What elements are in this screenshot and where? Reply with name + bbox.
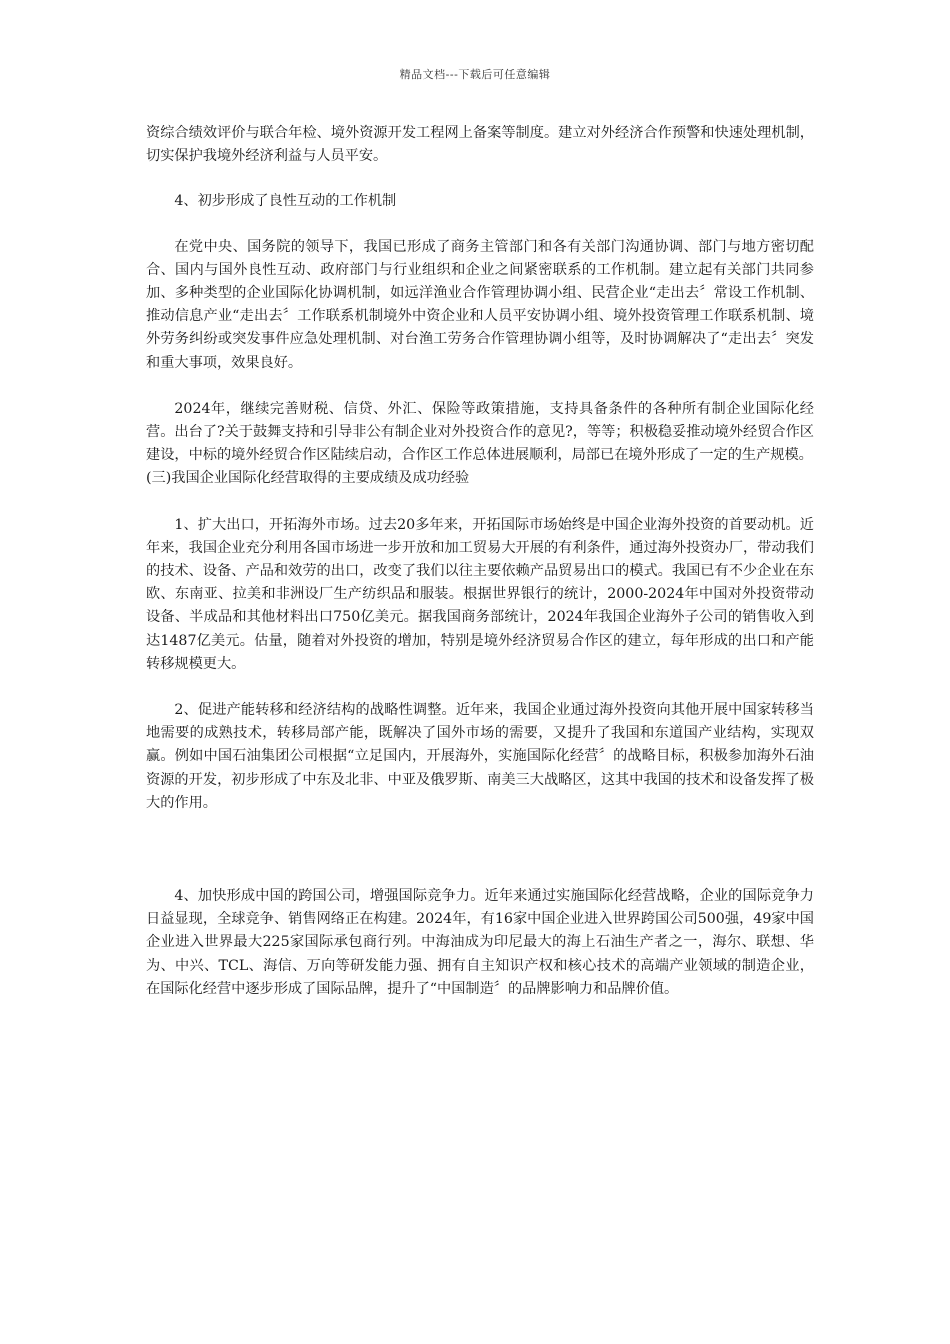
page-header: 精品文档---下载后可任意编辑 (399, 68, 551, 81)
section-heading-achievements: (三)我国企业国际化经营取得的主要成绩及成功经验 (146, 470, 470, 487)
document-body (146, 122, 814, 1001)
paragraph-capacity-transfer: 2、促进产能转移和经济结构的战略性调整。近年来，我国企业通过海外投资向其他开展中国家转移当地需要的成熟技术，转移局部产能，既解决了国外市场的需要，又提升了我国和东道国产业结构，实现双赢。例如中国石油集团公司根据“立足国内，开展海外，实施国际化经营〞的战略目标，积极参加海外石油资源的开发，初步形成了中东及北非、中亚及俄罗斯、南美三大战略区，这其中我国的技术和设备发挥了极大的作用。 (146, 702, 814, 811)
paragraph-expand-exports: 1、扩大出口，开拓海外市场。过去20多年来，开拓国际市场始终是中国企业海外投资的首要动机。近年来，我国企业充分利用各国市场进一步开放和加工贸易大开展的有利条件，通过海外投资办厂，带动我们的技术、设备、产品和效劳的出口，改变了我们以往主要依赖产品贸易出口的模式。我国已有不少企业在东欧、东南亚、拉美和非洲设厂生产纺织品和服装。根据世界银行的统计，2000-2024年中国对外投资带动设备、半成品和其他材料出口750亿美元。据我国商务部统计，2024年我国企业海外子公司的销售收入到达1487亿美元。估量，随着对外投资的增加，特别是境外经济贸易合作区的建立，每年形成的出口和产能转移规模更大。 (146, 516, 814, 672)
paragraph-continuation: 资综合绩效评价与联合年检、境外资源开发工程网上备案等制度。建立对外经济合作预警和快速处理机制，切实保护我境外经济利益与人员平安。 (146, 125, 814, 165)
paragraph-working-mechanism: 在党中央、国务院的领导下，我国已形成了商务主管部门和各有关部门沟通协调、部门与地方密切配合、国内与国外良性互动、政府部门与行业组织和企业之间紧密联系的工作机制。建立起有关部门共同参加、多种类型的企业国际化协调机制，如远洋渔业合作管理协调小组、民营企业“走出去〞常设工作机制、推动信息产业“走出去〞工作联系机制境外中资企业和人员平安协调小组、境外投资管理工作联系机制、境外劳务纠纷或突发事件应急处理机制、对台渔工劳务合作管理协调小组等，及时协调解决了“走出去〞突发和重大事项，效果良好。 (146, 238, 814, 371)
section-heading-working-mechanism: 4、初步形成了良性互动的工作机制 (174, 193, 397, 210)
paragraph-multinationals: 4、加快形成中国的跨国公司，增强国际竞争力。近年来通过实施国际化经营战略，企业的国际竞争力日益显现，全球竞争、销售网络正在构建。2024年，有16家中国企业进入世界跨国公司500强，49家中国企业进入世界最大225家国际承包商行列。中海油成为印尼最大的海上石油生产者之一，海尔、联想、华为、中兴、TCL、海信、万向等研发能力强、拥有自主知识产权和核心技术的高端产业领域的制造企业，在国际化经营中逐步形成了国际品牌，提升了“中国制造〞的品牌影响力和品牌价值。 (146, 888, 814, 997)
paragraph-policy-measures: 2024年，继续完善财税、信贷、外汇、保险等政策措施，支持具备条件的各种所有制企业国际化经营。出台了?关于鼓舞支持和引导非公有制企业对外投资合作的意见?，等等；积极稳妥推动境外经贸合作区建设，中标的境外经贸合作区陆续启动，合作区工作总体进展顺利，局部已在境外形成了一定的生产规模。 (146, 400, 814, 464)
